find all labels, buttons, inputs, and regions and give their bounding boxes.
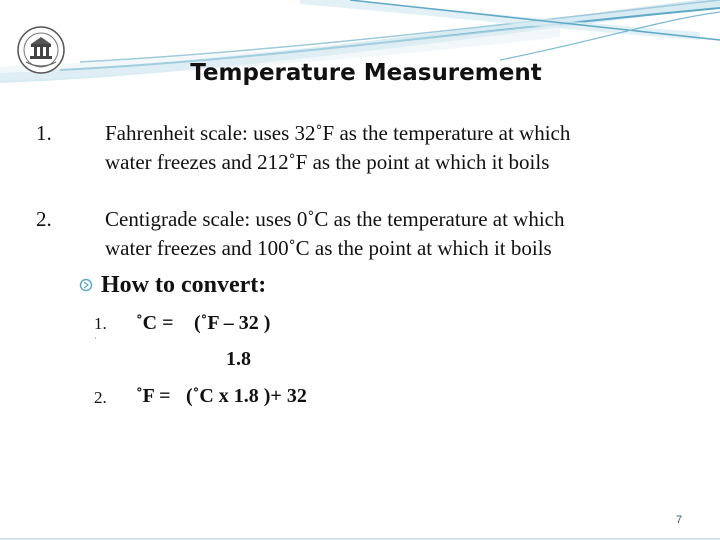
list-item-text — [105, 119, 705, 177]
list-item-text — [105, 205, 705, 263]
slide-title: Temperature Measurement — [190, 60, 542, 86]
list-item-number: 2. — [36, 207, 52, 231]
list-item-number: 1. — [36, 121, 52, 145]
list-item-line: Fahrenheit scale: uses 32˚F as the temperature at which — [105, 121, 571, 145]
formula-number: 1. — [94, 314, 107, 333]
formula-number: 2. — [94, 388, 107, 407]
formula-f-lhs: ˚F = — [136, 385, 171, 407]
list-item-line: Centigrade scale: uses 0˚C as the temperature at which — [105, 207, 565, 231]
stray-mark: · — [94, 334, 97, 343]
list-item-line: water freezes and 100˚C as the point at which it boils — [105, 236, 552, 260]
formula-c-denominator: 1.8 — [226, 348, 251, 370]
hollow-circle-arrow-icon — [79, 278, 93, 292]
list-item-line: water freezes and 212˚F as the point at which it boils — [105, 150, 550, 174]
page-number: 7 — [676, 514, 683, 526]
formula-c-lhs: ˚C = — [136, 312, 174, 334]
formula-c-rhs: (˚F – 32 ) — [194, 312, 271, 334]
formula-f-rhs: (˚C x 1.8 )+ 32 — [186, 385, 307, 407]
convert-heading-text: How to convert: — [101, 272, 267, 298]
